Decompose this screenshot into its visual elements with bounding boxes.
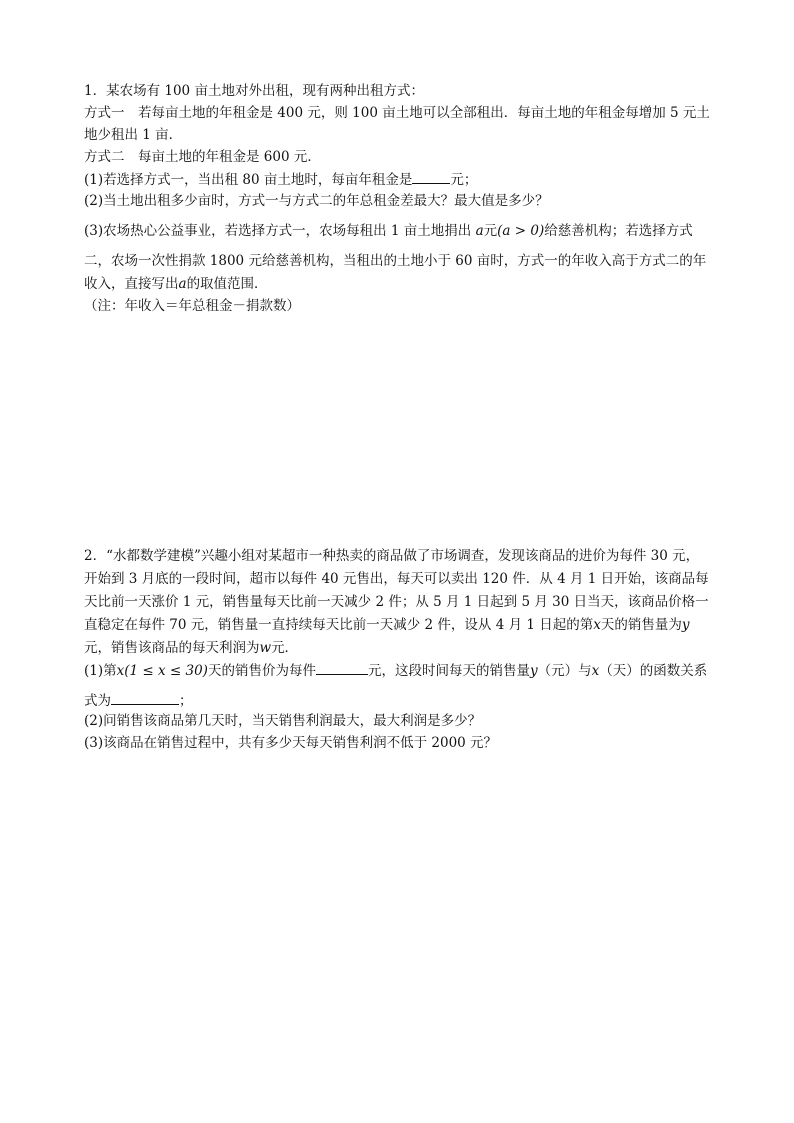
q2-line2: 开始到 3 月底的一段时间，超市以每件 40 元售出，每天可以卖出 120 件．从 4 月 1 日开始，该商品每 — [84, 571, 709, 587]
q2-part1-text-3: 元，这段时间每天的销售量 — [367, 663, 530, 679]
q2-part3: (3)该商品在销售过程中，共有多少天每天销售利润不低于 2000 元？ — [84, 735, 498, 751]
q2-part1-text: (1)第 — [84, 663, 117, 679]
q2-line5 — [84, 638, 298, 658]
q1-method2: 方式二 每亩土地的年租金是 600 元． — [84, 149, 321, 165]
q2-part1-line2 — [84, 690, 193, 711]
q1-part3-condition: (a > 0) — [497, 223, 545, 239]
q1-part3-line1 — [84, 221, 693, 241]
q2-part1-function-blank[interactable] — [111, 690, 179, 705]
q1-part1 — [84, 169, 477, 190]
q1-part3-unit: 元 — [483, 223, 498, 239]
q1-part3-text-2: 给慈善机构；若选择方式 — [544, 223, 693, 239]
q2-part1-text-5: （天）的函数关系 — [599, 663, 708, 679]
q1-part3-line2: 二，农场一次性捐款 1800 元给慈善机构，当租出的土地小于 60 亩时，方式一的年收入高于方式二的年 — [84, 253, 707, 269]
q1-part3-var-a: a — [475, 223, 484, 239]
q1-method1-line1: 方式一 若每亩土地的年租金是 400 元，则 100 亩土地可以全部租出．每亩土地的年租金每增加 5 元土 — [84, 105, 710, 121]
q2-part1-text-7: ； — [179, 693, 193, 709]
q2-part1-var-x-2: x — [591, 663, 600, 679]
q2-line4 — [84, 615, 690, 635]
q2-line4-var-y: y — [681, 617, 690, 633]
q1-part3-line3 — [84, 274, 268, 294]
q1-part1-unit: 元； — [450, 172, 478, 188]
q2-line5-text: 元，销售该商品的每天利润为 — [84, 640, 260, 656]
q1-part3-var-a-2: a — [178, 276, 187, 292]
q2-part1-text-6: 式为 — [84, 693, 111, 709]
q2-part1-text-4: （元）与 — [537, 663, 592, 679]
q1-part3-text-3: 收入，直接写出 — [84, 276, 179, 292]
q1-part3-text: (3)农场热心公益事业，若选择方式一，农场每租出 1 亩土地捐出 — [84, 223, 472, 239]
q2-part1-var-y: y — [529, 663, 538, 679]
q2-line4-text-2: 天的销售量为 — [600, 617, 682, 633]
q1-method1-line2: 地少租出 1 亩． — [84, 127, 183, 143]
q2-part1-condition: (1 ≤ x ≤ 30) — [124, 663, 208, 679]
q1-part1-text: (1)若选择方式一，当出租 80 亩土地时，每亩年租金是 — [84, 172, 413, 188]
q2-line4-text: 直稳定在每件 70 元，销售量一直持续每天比前一天减少 2 件，设从 4 月 1 日起的第 — [84, 617, 594, 633]
q2-line5-text-2: 元． — [271, 640, 299, 656]
q2-part1-text-2: 天的销售价为每件 — [207, 663, 316, 679]
q2-part1-line1 — [84, 660, 707, 681]
q2-part2: (2)问销售该商品第几天时，当天销售利润最大，最大利润是多少？ — [84, 713, 482, 729]
q2-part1-var-x: x — [116, 663, 125, 679]
q1-intro: 1．某农场有 100 亩土地对外出租，现有两种出租方式： — [84, 83, 424, 99]
q2-line5-var-w: w — [259, 640, 272, 656]
q1-note: （注：年收入＝年总租金－捐款数） — [84, 298, 300, 314]
q1-part1-answer-blank[interactable] — [412, 169, 450, 184]
q1-part3-text-4: 的取值范围． — [186, 276, 268, 292]
q2-part1-price-blank[interactable] — [316, 660, 368, 675]
q1-part2: (2)当土地出租多少亩时，方式一与方式二的年总租金差最大？最大值是多少？ — [84, 193, 549, 209]
q2-line3: 天比前一天涨价 1 元，销售量每天比前一天减少 2 件；从 5 月 1 日起到 5 月 30 日当天，该商品价格一 — [84, 594, 709, 610]
q2-line1: 2．“水都数学建模”兴趣小组对某超市一种热卖的商品做了市场调查，发现该商品的进价为每件 30 元， — [84, 548, 700, 564]
q2-line4-var-x: x — [593, 617, 601, 633]
